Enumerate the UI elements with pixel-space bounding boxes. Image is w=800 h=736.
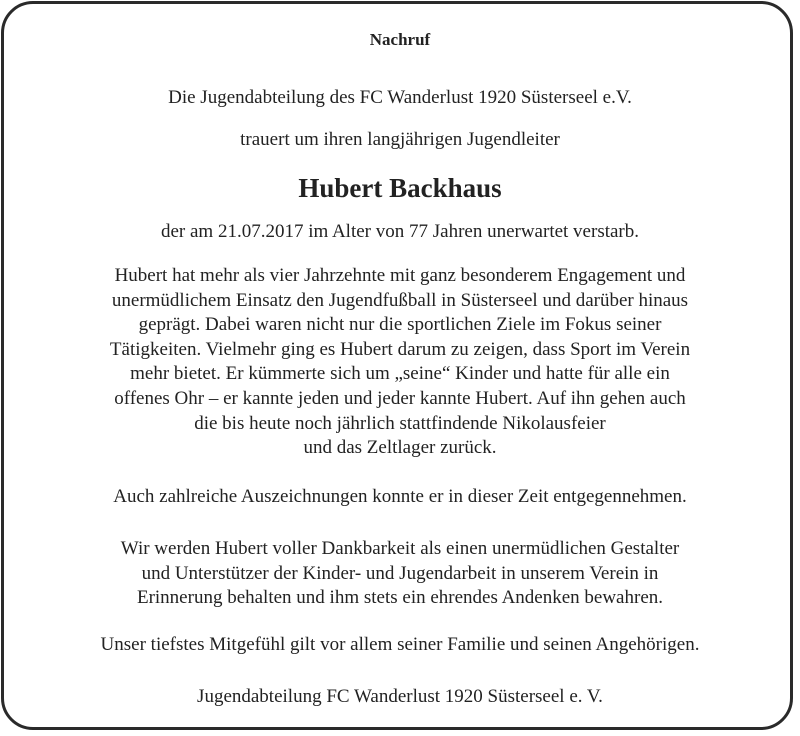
mourns-text: trauert um ihren langjährigen Jugendleiter (240, 129, 560, 150)
paragraph-line: Hubert hat mehr als vier Jahrzehnte mit ganz besonderem Engagement und (114, 265, 686, 286)
paragraph-awards: Auch zahlreiche Auszeichnungen konnte er in dieser Zeit entgegennehmen. (113, 486, 687, 507)
paragraph-line: unermüdlichem Einsatz den Jugendfußball in Süsterseel und darüber hinaus (111, 289, 689, 311)
paragraph-line: die bis heute noch jährlich stattfindende Nikolausfeier (194, 412, 606, 434)
intro-text: Die Jugendabteilung des FC Wanderlust 1920 Süsterseel e.V. (168, 87, 632, 108)
heading: Nachruf (369, 30, 431, 49)
paragraph-tribute (0, 264, 800, 461)
paragraph-line: Tätigkeiten. Vielmehr ging es Hubert darum zu zeigen, dass Sport im Verein (109, 338, 691, 360)
paragraph-line: und Unterstützer der Kinder- und Jugendarbeit in unserem Verein in (141, 562, 659, 584)
signature: Jugendabteilung FC Wanderlust 1920 Süsterseel e. V. (197, 686, 603, 707)
paragraph-line: Erinnerung behalten und ihm stets ein ehrendes Andenken bewahren. (136, 587, 664, 609)
paragraph-remembrance (0, 537, 800, 611)
deceased-name: Hubert Backhaus (298, 173, 502, 203)
paragraph-line: mehr bietet. Er kümmerte sich um „seine“ Kinder und hatte für alle ein (130, 363, 670, 385)
paragraph-line: geprägt. Dabei waren nicht nur die sportlichen Ziele im Fokus seiner (138, 314, 662, 336)
paragraph-line: Wir werden Hubert voller Dankbarkeit als einen unermüdlichen Gestalter (120, 538, 680, 559)
paragraph-line: offenes Ohr – er kannte jeden und jeder kannte Hubert. Auf ihn gehen auch (114, 387, 686, 409)
death-info: der am 21.07.2017 im Alter von 77 Jahren unerwartet verstarb. (160, 221, 640, 242)
paragraph-condolences: Unser tiefstes Mitgefühl gilt vor allem seiner Familie und seinen Angehörigen. (100, 634, 700, 655)
paragraph-line: und das Zeltlager zurück. (303, 437, 497, 459)
